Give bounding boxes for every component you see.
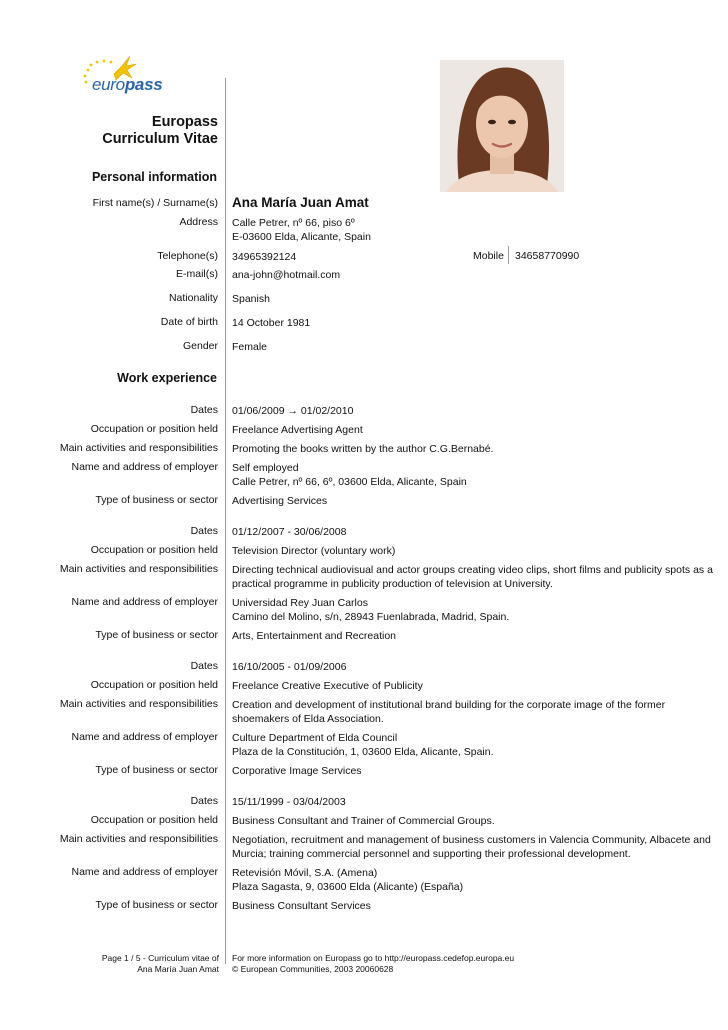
employer-value: Self employed Calle Petrer, nº 66, 6º, 03600 Elda, Alicante, Spain — [232, 462, 467, 488]
employer-label: Name and address of employer — [71, 866, 218, 878]
activities-value: Creation and development of institutional brand building for the corporate image of the former shoemakers of Elda Association. — [232, 699, 666, 725]
vertical-divider — [225, 78, 226, 964]
dates-label: Dates — [190, 795, 218, 807]
activities-value: Negotiation, recruitment and management of business customers in Valencia Community, Albacete and Murcia; training commercial personnel and supporting their professional development. — [232, 834, 711, 860]
activities-value: Directing technical audiovisual and actor groups creating video clips, short films and publicity spots as a practical programme in publicity production of television at University. — [232, 564, 713, 590]
nationality-label: Nationality — [168, 292, 218, 304]
employer-label: Name and address of employer — [71, 461, 218, 473]
employer-label: Name and address of employer — [71, 596, 218, 608]
activities-label: Main activities and responsibilities — [59, 833, 218, 845]
occupation-value: Television Director (voluntary work) — [232, 545, 396, 557]
occupation-label: Occupation or position held — [90, 679, 218, 691]
dates-label: Dates — [190, 660, 218, 672]
occupation-label: Occupation or position held — [90, 814, 218, 826]
dates-label: Dates — [190, 525, 218, 537]
email-value[interactable]: ana-john@hotmail.com — [232, 269, 341, 281]
date-of-birth-value: 14 October 1981 — [232, 317, 311, 329]
europass-logo: europass — [78, 52, 168, 104]
dates-value: 16/10/2005 - 01/09/2006 — [232, 661, 347, 673]
mobile-label: Mobile — [473, 250, 504, 262]
section-work-experience: Work experience — [117, 371, 217, 385]
business-value: Advertising Services — [232, 495, 328, 507]
address-value: Calle Petrer, nº 66, piso 6º E-03600 Elda, Alicante, Spain — [232, 217, 371, 243]
activities-label: Main activities and responsibilities — [59, 563, 218, 575]
occupation-label: Occupation or position held — [90, 544, 218, 556]
occupation-value: Freelance Advertising Agent — [232, 424, 363, 436]
dates-value: 01/06/2009 → 01/02/2010 — [232, 405, 354, 417]
employer-value: Universidad Rey Juan Carlos Camino del Molino, s/n, 28943 Fuenlabrada, Madrid, Spain. — [232, 597, 510, 623]
dates-label: Dates — [190, 404, 218, 416]
name-value: Ana María Juan Amat — [232, 195, 369, 210]
occupation-label: Occupation or position held — [90, 423, 218, 435]
business-value: Business Consultant Services — [232, 900, 371, 912]
gender-value: Female — [232, 341, 268, 353]
activities-value: Promoting the books written by the author C.G.Bernabé. — [232, 443, 494, 455]
occupation-value: Business Consultant and Trainer of Commercial Groups. — [232, 815, 495, 827]
profile-photo — [440, 60, 564, 192]
business-label: Type of business or sector — [95, 494, 218, 506]
gender-label: Gender — [182, 340, 218, 352]
occupation-value: Freelance Creative Executive of Publicity — [232, 680, 423, 692]
telephone-value: 34965392124 — [232, 251, 297, 263]
employer-label: Name and address of employer — [71, 731, 218, 743]
dates-value: 15/11/1999 - 03/04/2003 — [232, 796, 346, 808]
business-value: Corporative Image Services — [232, 765, 362, 777]
header-title-cv: Curriculum Vitae — [102, 131, 218, 147]
activities-label: Main activities and responsibilities — [59, 442, 218, 454]
footer-europass-info: For more information on Europass go to http://europass.cedefop.europa.eu © European Communities, 2003 20060628 — [232, 953, 515, 974]
name-label: First name(s) / Surname(s) — [92, 197, 218, 209]
employer-value: Retevisión Móvil, S.A. (Amena) Plaza Sagasta, 9, 03600 Elda (Alicante) (España) — [232, 867, 464, 893]
business-value: Arts, Entertainment and Recreation — [232, 630, 397, 642]
address-label: Address — [179, 216, 218, 228]
header-title-europass: Europass — [151, 114, 218, 130]
employer-value: Culture Department of Elda Council Plaza de la Constitución, 1, 03600 Elda, Alicante, Spain. — [232, 732, 494, 758]
activities-label: Main activities and responsibilities — [59, 698, 218, 710]
telephone-label: Telephone(s) — [157, 250, 218, 262]
footer-page-info: Page 1 / 5 - Curriculum vitae of Ana María Juan Amat — [101, 953, 219, 974]
mobile-separator — [508, 246, 509, 264]
nationality-value: Spanish — [232, 293, 270, 305]
business-label: Type of business or sector — [95, 899, 218, 911]
business-label: Type of business or sector — [95, 764, 218, 776]
section-personal-information: Personal information — [91, 170, 217, 184]
date-of-birth-label: Date of birth — [160, 316, 218, 328]
mobile-value: 34658770990 — [515, 250, 580, 262]
email-label: E-mail(s) — [176, 268, 218, 280]
business-label: Type of business or sector — [95, 629, 218, 641]
dates-value: 01/12/2007 - 30/06/2008 — [232, 526, 347, 538]
